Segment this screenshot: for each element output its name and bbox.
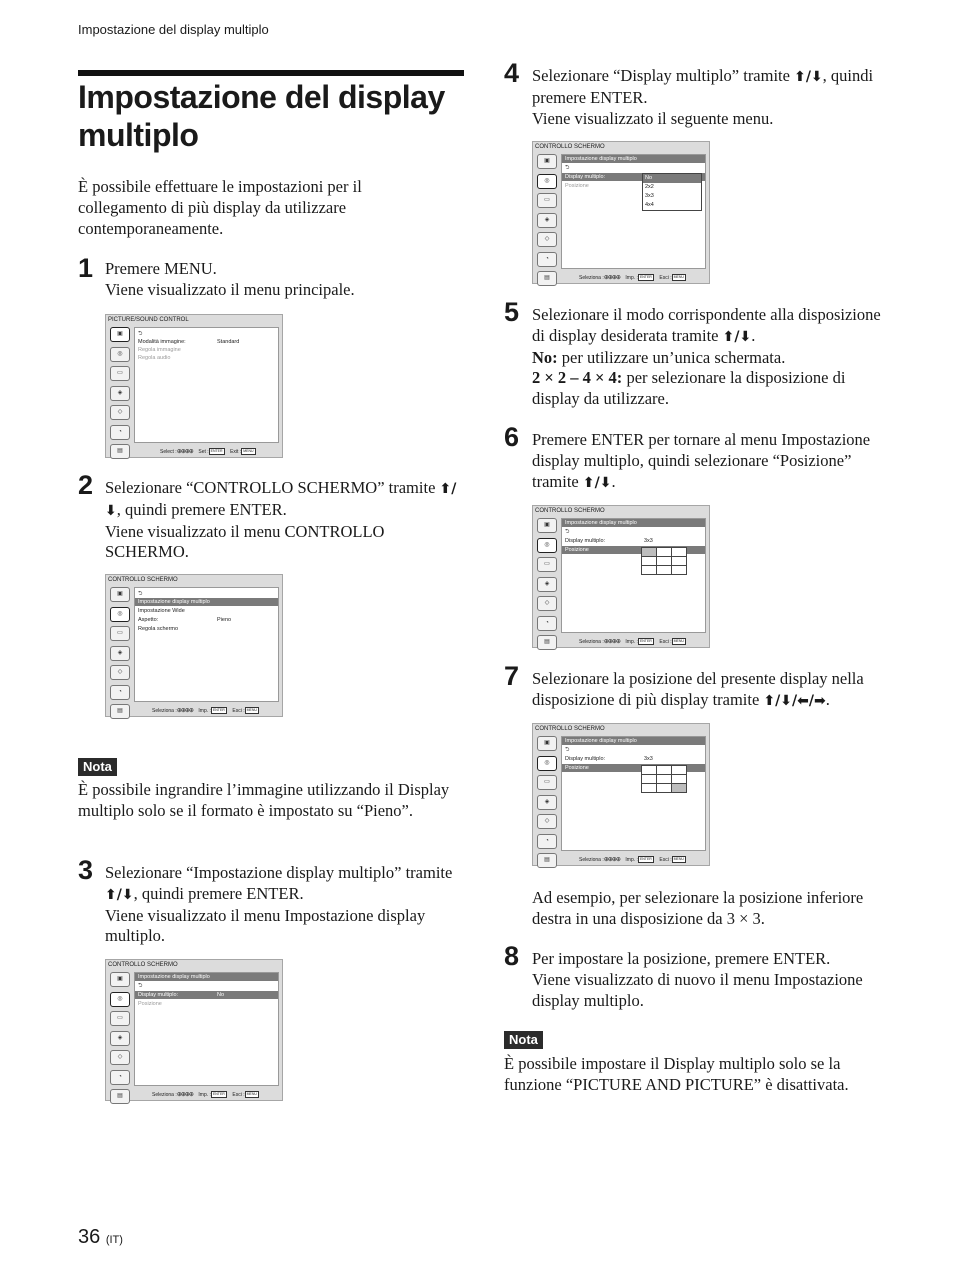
menu-screenshot-multiplo	[105, 959, 283, 1101]
footer-label: Imp. :	[625, 638, 638, 645]
footer-label: Esci :	[232, 707, 245, 714]
menu-value: 3x3	[644, 538, 653, 544]
step-7-text: Selezionare la posizione del presente display nella disposizione di più display tramite ⬆/⬇/⬅/➡.	[532, 669, 864, 709]
menu-footer	[579, 274, 686, 281]
running-header: Impostazione del display multiplo	[78, 22, 269, 37]
arrow-keys-icon: ⊕⊕⊕⊕	[176, 449, 193, 455]
screen-icon: ◎	[537, 538, 557, 553]
picture-icon: ▣	[110, 327, 130, 342]
info-icon: ▤	[110, 444, 130, 459]
step-text: Viene visualizzato il menu CONTROLLO SCHERMO.	[105, 521, 385, 562]
arrow-keys-icon: ⊕⊕⊕⊕	[176, 1092, 193, 1098]
step-text-line: Premere MENU.	[105, 259, 217, 278]
four-way-arrow-icon: ⬆/⬇/⬅/➡	[763, 692, 826, 709]
option-label: No:	[532, 347, 558, 367]
step-number: 2	[78, 470, 94, 500]
back-icon: ⮌	[138, 983, 143, 989]
footer-label: Esci :	[659, 856, 672, 863]
clock-icon: ◔	[110, 685, 130, 700]
intro-text: È possibile effettuare le impostazioni per il collegamento di più display da utilizzare contemporaneamente.	[78, 177, 362, 238]
key-label: ENTER	[212, 708, 225, 712]
step-text: Viene visualizzato il menu Impostazione display multiplo.	[105, 905, 426, 946]
menu-row-selected: Display multiplo:	[562, 173, 705, 181]
step-text: Selezionare “CONTROLLO SCHERMO” tramite	[105, 478, 436, 497]
step-text: , quindi premere ENTER.	[133, 883, 304, 903]
step-number: 1	[78, 253, 94, 283]
menu-screenshot-posizione	[532, 505, 710, 648]
position-grid	[641, 765, 687, 793]
feature-icon: ◇	[537, 232, 557, 247]
step-text-line: Per impostare la posizione, premere ENTER.	[532, 949, 831, 968]
footer-label: Esci :	[659, 638, 672, 645]
clock-icon: ◔	[110, 425, 130, 440]
clock-icon: ◔	[537, 252, 557, 267]
example-text: Ad esempio, per selezionare la posizione inferiore destra in una disposizione da 3 × 3.	[532, 888, 864, 928]
dropdown-option: 2x2	[645, 184, 654, 190]
footer-label: Esci :	[232, 1091, 245, 1098]
step-2-text	[105, 478, 465, 563]
screen-title: CONTROLLO SCHERMO	[108, 577, 178, 583]
menu-row: Regola immagine	[138, 347, 181, 353]
menu-row-selected: Posizione	[562, 546, 705, 554]
menu-value: 3x3	[644, 756, 653, 762]
arrow-keys-icon: ⊕⊕⊕⊕	[603, 639, 620, 645]
dropdown-option: 4x4	[645, 202, 654, 208]
feature-icon: ◇	[110, 1050, 130, 1065]
step-number: 7	[504, 661, 520, 691]
clock-icon: ◔	[537, 834, 557, 849]
back-icon: ⮌	[565, 529, 570, 535]
menu-panel	[134, 327, 279, 443]
sound-icon: ◈	[537, 577, 557, 592]
key-label: ENTER	[639, 639, 652, 643]
step-text: , quindi premere ENTER.	[532, 66, 874, 107]
step-text: Viene visualizzato il seguente menu.	[532, 108, 774, 128]
sound-icon: ◈	[110, 1031, 130, 1046]
sound-icon: ◈	[110, 386, 130, 401]
back-icon: ⮌	[565, 747, 570, 753]
step-number: 4	[504, 58, 520, 88]
screen-title: CONTROLLO SCHERMO	[535, 144, 605, 150]
menu-icon-column	[110, 327, 132, 464]
option-label: 2 × 2 – 4 × 4:	[532, 368, 623, 388]
key-label: ENTER	[212, 1092, 225, 1096]
footer-label: Seleziona :	[152, 707, 177, 714]
footer-label: Esci :	[659, 274, 672, 281]
nota-text: È possibile impostare il Display multiplo solo se la funzione “PICTURE AND PICTURE” è disattivata.	[504, 1054, 849, 1094]
up-down-arrow-icon: ⬆/⬇	[582, 474, 612, 491]
menu-footer	[579, 856, 686, 863]
key-label: MENU	[673, 639, 684, 643]
setup-icon: ▭	[110, 366, 130, 381]
dropdown-option: No	[643, 174, 701, 183]
info-icon: ▤	[110, 704, 130, 719]
sound-icon: ◈	[537, 795, 557, 810]
up-down-arrow-icon: ⬆/⬇	[105, 481, 457, 519]
key-label: MENU	[673, 275, 684, 279]
menu-footer	[160, 448, 256, 455]
menu-value: Pieno	[217, 617, 232, 623]
setup-icon: ▭	[110, 1011, 130, 1026]
footer-label: Set :	[198, 448, 209, 455]
arrow-keys-icon: ⊕⊕⊕⊕	[176, 708, 193, 714]
menu-screenshot-posizione-selected	[532, 723, 710, 866]
menu-row: Regola audio	[138, 355, 171, 361]
menu-footer	[579, 638, 686, 645]
menu-row: Regola schermo	[138, 626, 179, 632]
step-text: Selezionare “Display multiplo” tramite	[532, 66, 790, 85]
option-text: per utilizzare un’unica schermata.	[557, 347, 786, 367]
feature-icon: ◇	[110, 405, 130, 420]
submenu-header: Impostazione display multiplo	[562, 519, 705, 527]
key-label: MENU	[246, 708, 257, 712]
menu-row: Aspetto:	[138, 617, 159, 623]
footer-label: Imp. :	[198, 707, 211, 714]
submenu-header: Impostazione display multiplo	[135, 973, 278, 981]
feature-icon: ◇	[110, 665, 130, 680]
info-icon: ▤	[537, 635, 557, 650]
screen-title: CONTROLLO SCHERMO	[108, 962, 178, 968]
screen-title: CONTROLLO SCHERMO	[535, 726, 605, 732]
setup-icon: ▭	[537, 775, 557, 790]
footer-label: Seleziona :	[579, 638, 604, 645]
step-3-text	[105, 863, 465, 947]
option-text: per selezionare la disposizione di display da utilizzare.	[532, 368, 846, 409]
up-down-arrow-icon: ⬆/⬇	[105, 886, 134, 903]
arrow-keys-icon: ⊕⊕⊕⊕	[603, 275, 620, 281]
step-number: 6	[504, 422, 520, 452]
footer-label: Seleziona :	[579, 856, 604, 863]
nota-text: È possibile ingrandire l’immagine utilizzando il Display multiplo solo se il formato è impostato su “Pieno”.	[78, 780, 450, 820]
menu-row: Impostazione Wide	[138, 608, 185, 614]
step-number: 3	[78, 855, 94, 885]
page-language-suffix: (IT)	[105, 1234, 123, 1246]
screen-title: CONTROLLO SCHERMO	[535, 508, 605, 514]
key-label: MENU	[246, 1092, 257, 1096]
footer-label: Select :	[160, 448, 177, 455]
picture-icon: ▣	[537, 518, 557, 533]
screen-icon: ◎	[537, 174, 557, 189]
picture-icon: ▣	[537, 736, 557, 751]
menu-footer	[152, 707, 259, 714]
menu-icon-column	[537, 154, 559, 291]
display-multiplo-dropdown	[642, 173, 702, 211]
menu-row-selected: Display multiplo:	[135, 991, 278, 999]
feature-icon: ◇	[537, 814, 557, 829]
footer-label: Seleziona :	[579, 274, 604, 281]
footer-label: Seleziona :	[152, 1091, 177, 1098]
picture-icon: ▣	[537, 154, 557, 169]
screen-icon: ◎	[537, 756, 557, 771]
info-icon: ▤	[537, 853, 557, 868]
footer-label: Imp. :	[198, 1091, 211, 1098]
setup-icon: ▭	[537, 557, 557, 572]
screen-icon: ◎	[110, 347, 130, 362]
step-1-text	[105, 259, 465, 301]
key-label: ENTER	[639, 275, 652, 279]
nota-label: Nota	[78, 758, 117, 776]
step-8-text	[532, 949, 897, 1011]
step-text: , quindi premere ENTER.	[116, 499, 287, 519]
back-icon: ⮌	[565, 165, 570, 171]
menu-panel	[561, 154, 706, 269]
page-number-value: 36	[78, 1226, 101, 1248]
footer-label: Imp. :	[625, 274, 638, 281]
arrow-keys-icon: ⊕⊕⊕⊕	[603, 857, 620, 863]
menu-screenshot-main	[105, 314, 283, 458]
back-icon: ⮌	[138, 331, 143, 337]
up-down-arrow-icon: ⬆/⬇	[722, 328, 752, 345]
step-text: Premere ENTER per tornare al menu Impostazione display multiplo, quindi selezionare “Posizione” tramite	[532, 430, 871, 491]
sound-icon: ◈	[537, 213, 557, 228]
menu-row: Display multiplo:	[565, 756, 606, 762]
menu-value: No	[217, 992, 225, 998]
back-icon: ⮌	[138, 591, 143, 597]
menu-row-selected: Posizione	[562, 764, 705, 772]
clock-icon: ◔	[537, 616, 557, 631]
step-6-text: Premere ENTER per tornare al menu Impostazione display multiplo, quindi selezionare “Posizione” tramite ⬆/⬇.	[532, 430, 871, 491]
step-text-line: Viene visualizzato il menu principale.	[105, 279, 355, 299]
menu-row: Posizione	[138, 1001, 162, 1007]
submenu-header: Impostazione display multiplo	[562, 737, 705, 745]
screen-icon: ◎	[110, 607, 130, 622]
clock-icon: ◔	[110, 1070, 130, 1085]
setup-icon: ▭	[537, 193, 557, 208]
step-4-text	[532, 66, 892, 129]
up-down-arrow-icon: ⬆/⬇	[794, 69, 823, 85]
info-icon: ▤	[537, 271, 557, 286]
menu-icon-column	[110, 587, 132, 724]
footer-label: Imp. :	[625, 856, 638, 863]
menu-screenshot-dropdown	[532, 141, 710, 284]
step-5-text: Selezionare il modo corrispondente alla disposizione di display desiderata tramite ⬆/⬇. No: per utilizzare un’unica schermata. 2 × 2 – 4 × 4: per selezionare la disposizione di display da utilizzare.	[532, 305, 881, 409]
sound-icon: ◈	[110, 646, 130, 661]
step-number: 8	[504, 941, 520, 971]
menu-icon-column	[537, 736, 559, 873]
key-label: MENU	[673, 857, 684, 861]
key-label: ENTER	[639, 857, 652, 861]
menu-row: Posizione	[565, 183, 589, 189]
setup-icon: ▭	[110, 626, 130, 641]
menu-footer	[152, 1091, 259, 1098]
menu-panel	[561, 518, 706, 633]
menu-screenshot-controllo	[105, 574, 283, 717]
position-grid	[641, 547, 687, 575]
page-title: Impostazione del display multiplo	[78, 79, 445, 153]
menu-value: Standard	[217, 339, 240, 345]
title-rule	[78, 70, 464, 76]
submenu-header: Impostazione display multiplo	[562, 155, 705, 163]
key-label: ENTER	[210, 449, 223, 453]
screen-icon: ◎	[110, 992, 130, 1007]
menu-row-selected: Impostazione display multiplo	[135, 598, 278, 606]
step-text-line: Viene visualizzato di nuovo il menu Impostazione display multiplo.	[532, 969, 863, 1010]
page-number	[78, 1226, 123, 1249]
menu-row: Display multiplo:	[565, 538, 606, 544]
step-text: Selezionare “Impostazione display multiplo” tramite	[105, 863, 453, 882]
menu-icon-column	[110, 972, 132, 1109]
dropdown-option: 3x3	[645, 193, 654, 199]
menu-panel	[134, 972, 279, 1086]
picture-icon: ▣	[110, 972, 130, 987]
menu-panel	[561, 736, 706, 851]
step-text: Selezionare la posizione del presente display nella disposizione di più display tramite	[532, 669, 864, 709]
info-icon: ▤	[110, 1089, 130, 1104]
menu-panel	[134, 587, 279, 702]
screen-title: PICTURE/SOUND CONTROL	[108, 317, 189, 323]
key-label: MENU	[243, 449, 254, 453]
picture-icon: ▣	[110, 587, 130, 602]
menu-icon-column	[537, 518, 559, 655]
feature-icon: ◇	[537, 596, 557, 611]
step-number: 5	[504, 297, 520, 327]
nota-label: Nota	[504, 1031, 543, 1049]
menu-row: Modalità immagine:	[138, 339, 186, 345]
footer-label: Exit :	[230, 448, 242, 455]
step-text: Selezionare il modo corrispondente alla disposizione di display desiderata tramite	[532, 305, 881, 345]
